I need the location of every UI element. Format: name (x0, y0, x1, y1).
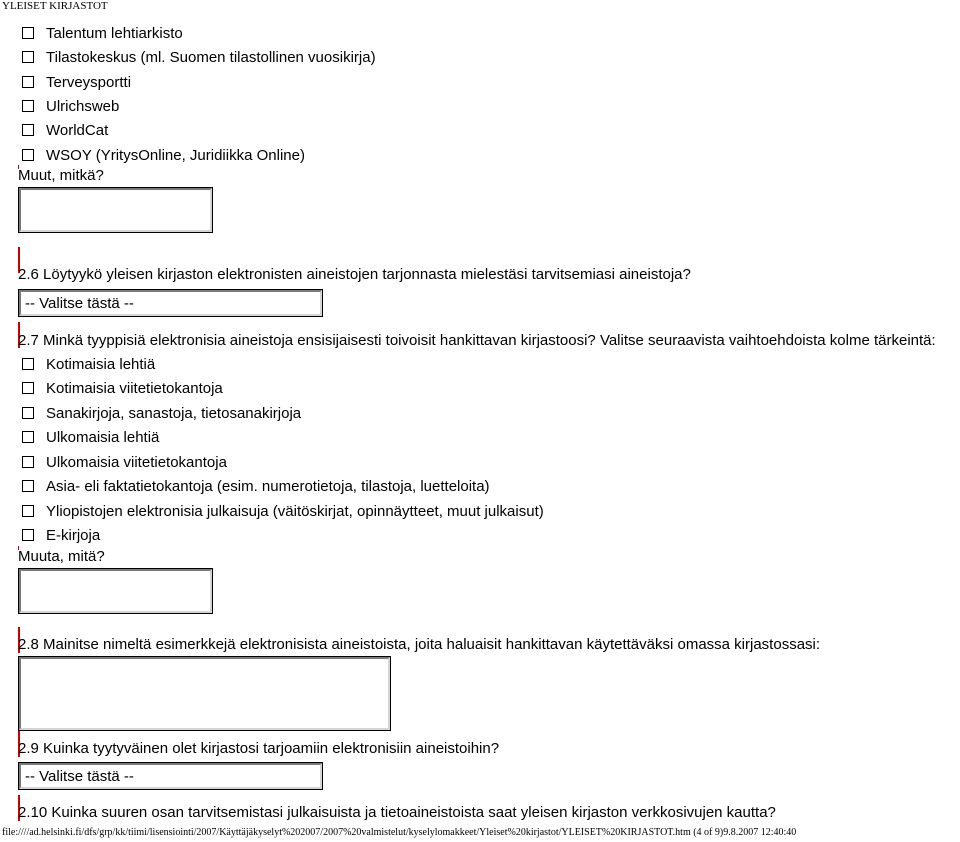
checkbox[interactable] (22, 456, 34, 468)
other-text-input[interactable] (19, 188, 212, 232)
checkbox-row[interactable] (22, 403, 301, 423)
examples-textarea[interactable] (19, 657, 390, 730)
checkbox[interactable] (22, 76, 34, 88)
checkbox-row[interactable] (22, 501, 544, 521)
checkbox[interactable] (22, 407, 34, 419)
checkbox[interactable] (22, 480, 34, 492)
other-label: Muut, mitkä? (18, 167, 104, 184)
page-header: YLEISET KIRJASTOT (2, 0, 108, 12)
checkbox-label: Terveysportti (46, 73, 132, 91)
checkbox[interactable] (22, 124, 34, 136)
satisfaction-select[interactable] (19, 763, 322, 789)
question-2-9: 2.9 Kuinka tyytyväinen olet kirjastosi tarjoamiin elektronisiin aineistoihin? (18, 740, 500, 757)
checkbox-label: Kotimaisia lehtiä (46, 355, 156, 373)
checkbox-row[interactable] (22, 452, 227, 472)
checkbox-label: Asia- eli faktatietokantoja (esim. numerotietoja, tilastoja, luetteloita) (46, 477, 490, 495)
checkbox-row[interactable] (22, 378, 223, 398)
checkbox[interactable] (22, 505, 34, 517)
checkbox[interactable] (22, 51, 34, 63)
checkbox-row[interactable] (22, 72, 131, 92)
checkbox-label: Ulkomaisia viitetietokantoja (46, 453, 227, 471)
checkbox[interactable] (22, 100, 34, 112)
checkbox-row[interactable] (22, 120, 108, 140)
checkbox-label: Sanakirjoja, sanastoja, tietosanakirjoja (46, 404, 302, 422)
select-value: -- Valitse tästä -- (25, 294, 134, 312)
checkbox[interactable] (22, 149, 34, 161)
checkbox-label: Talentum lehtiarkisto (46, 24, 183, 42)
checkbox-label: Tilastokeskus (ml. Suomen tilastollinen vuosikirja) (46, 48, 376, 66)
checkbox-label: WorldCat (46, 121, 109, 139)
page-footer: file:////ad.helsinki.fi/dfs/grp/kk/tiimi/lisensiointi/2007/Käyttäjäkyselyt%202007/2007%20valmistelut/kyselylomakkeet/Yleiset%20kirjastot/YLEISET%20KIRJASTOT.htm (4 of 9)9.8.2007 12:40:40 (2, 827, 797, 838)
checkbox-row[interactable] (22, 96, 119, 116)
checkbox-label: WSOY (YritysOnline, Juridiikka Online) (46, 146, 305, 164)
checkbox-row[interactable] (22, 47, 376, 67)
checkbox-label: Ulrichsweb (46, 97, 120, 115)
checkbox-row[interactable] (22, 476, 490, 496)
checkbox-row[interactable] (22, 354, 155, 374)
select-value: -- Valitse tästä -- (25, 767, 134, 785)
checkbox-row[interactable] (22, 145, 305, 165)
checkbox-row[interactable] (22, 525, 100, 545)
question-2-6: 2.6 Löytyykö yleisen kirjaston elektronisten aineistojen tarjonnasta mielestäsi tarvitsemiasi aineistoja? (18, 266, 691, 283)
checkbox[interactable] (22, 431, 34, 443)
checkbox-label: E-kirjoja (46, 526, 101, 544)
other-text-input[interactable] (19, 569, 212, 613)
question-2-8: 2.8 Mainitse nimeltä esimerkkejä elektronisista aineistoista, joita haluaisit hankittavan käytettäväksi omassa kirjastossasi: (18, 636, 821, 653)
other-label: Muuta, mitä? (18, 548, 105, 565)
checkbox[interactable] (22, 529, 34, 541)
question-2-10: 2.10 Kuinka suuren osan tarvitsemistasi julkaisuista ja tietoaineistoista saat yleisen kirjaston verkkosivujen kautta? (18, 804, 776, 821)
checkbox[interactable] (22, 382, 34, 394)
checkbox-label: Ulkomaisia lehtiä (46, 428, 160, 446)
satisfaction-select[interactable] (19, 290, 322, 316)
checkbox-label: Kotimaisia viitetietokantoja (46, 379, 223, 397)
checkbox-row[interactable] (22, 23, 183, 43)
checkbox[interactable] (22, 358, 34, 370)
checkbox[interactable] (22, 27, 34, 39)
checkbox-label: Yliopistojen elektronisia julkaisuja (väitöskirjat, opinnäytteet, muut julkaisut) (46, 502, 544, 520)
checkbox-row[interactable] (22, 427, 159, 447)
question-2-7: 2.7 Minkä tyyppisiä elektronisia aineistoja ensisijaisesti toivoisit hankittavan kirjastoosi? Valitse seuraavista vaihtoehdoista kolme tärkeintä: (18, 332, 936, 349)
